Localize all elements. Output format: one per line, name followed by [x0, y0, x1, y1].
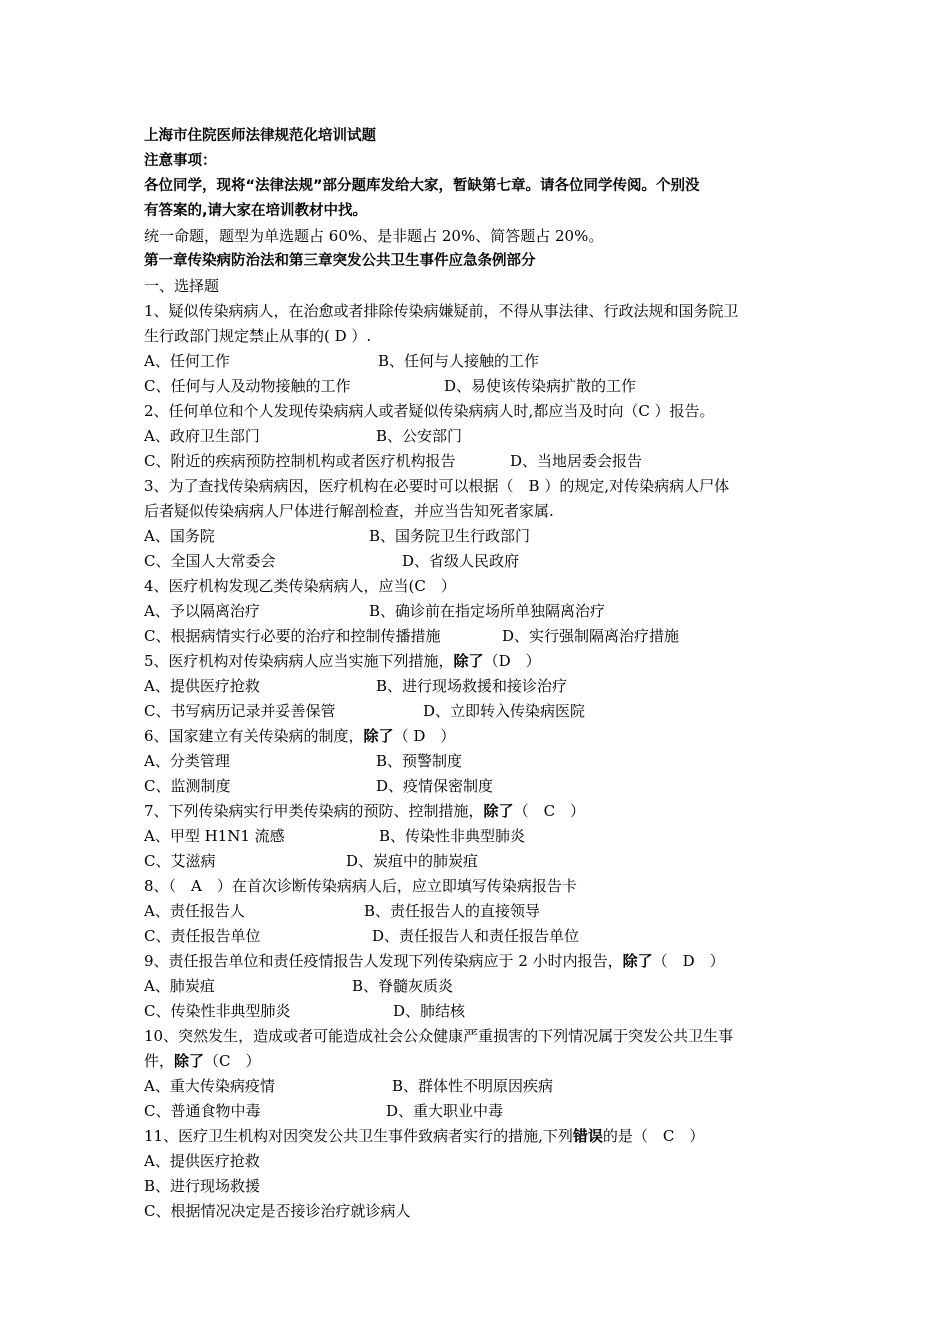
question-text-end: （ D ）: [393, 727, 456, 745]
option-d: D、实行强制隔离治疗措施: [502, 627, 680, 645]
question-text: 9、责任报告单位和责任疫情报告人发现下列传染病应于 2 小时内报告，: [144, 952, 623, 970]
option-row: [144, 999, 810, 1024]
document-page: [144, 124, 810, 1224]
emphasis-text: 错误: [572, 1127, 603, 1145]
emphasis-text: 除了: [453, 652, 484, 670]
question-text: 11、医疗卫生机构对因突发公共卫生事件致病者实行的措施,下列: [144, 1127, 573, 1145]
option-a: A、甲型 H1N1 流感: [144, 827, 285, 845]
option-a: A、重大传染病疫情: [144, 1077, 275, 1095]
emphasis-text: 除了: [363, 727, 394, 745]
option-b: B、国务院卫生行政部门: [369, 527, 531, 545]
option-row: [144, 774, 810, 799]
question-text: 2、任何单位和个人发现传染病病人或者疑似传染病病人时,都应当及时向（C ）报告。: [144, 402, 715, 420]
option-row: [144, 974, 810, 999]
option-row: [144, 549, 810, 574]
question-text: 件，: [144, 1052, 175, 1070]
option-a: A、肺炭疽: [144, 977, 215, 995]
question-text: 8、（ A ）在首次诊断传染病病人后，应立即填写传染病报告卡: [144, 877, 577, 895]
option-row: [144, 1099, 810, 1124]
question-stem: [144, 299, 810, 324]
option-a: A、分类管理: [144, 752, 230, 770]
option-row: [144, 524, 810, 549]
option-c: C、责任报告单位: [144, 927, 261, 945]
option-d: D、省级人民政府: [402, 552, 520, 570]
option-d: D、重大职业中毒: [386, 1102, 504, 1120]
question-stem: [144, 474, 810, 499]
format-note: 统一命题，题型为单选题占 60%、是非题占 20%、简答题占 20%。: [144, 227, 604, 245]
question-list: [144, 299, 810, 1224]
option-c: C、传染性非典型肺炎: [144, 1002, 291, 1020]
question-text: 7、下列传染病实行甲类传染病的预防、控制措施，: [144, 802, 484, 820]
option-c: C、根据情况决定是否接诊治疗就诊病人: [144, 1202, 411, 1220]
option-row: [144, 699, 810, 724]
emphasis-text: 除了: [174, 1052, 205, 1070]
option-d: D、易使该传染病扩散的工作: [444, 377, 637, 395]
option-c: C、普通食物中毒: [144, 1102, 261, 1120]
option-b: B、预警制度: [376, 752, 463, 770]
option-d: D、立即转入传染病医院: [423, 702, 586, 720]
option-c: C、艾滋病: [144, 852, 216, 870]
option-b: B、进行现场救援和接诊治疗: [376, 677, 568, 695]
option-c: C、监测制度: [144, 777, 231, 795]
option-c: C、任何与人及动物接触的工作: [144, 377, 351, 395]
option-a: A、责任报告人: [144, 902, 245, 920]
chapter-title: 第一章传染病防治法和第三章突发公共卫生事件应急条例部分: [144, 253, 536, 269]
question-stem: [144, 649, 810, 674]
option-b: B、群体性不明原因疾病: [392, 1077, 554, 1095]
question-stem-continued: [144, 499, 810, 524]
question-text: 后者疑似传染病病人尸体进行解剖检查，并应当告知死者家属.: [144, 502, 554, 520]
notice-line-2: 有答案的,请大家在培训教材中找。: [144, 203, 368, 219]
question-text: 6、国家建立有关传染病的制度，: [144, 727, 364, 745]
question-stem: [144, 1024, 810, 1049]
option-row: [144, 424, 810, 449]
question-text: 4、医疗机构发现乙类传染病病人，应当(C ）: [144, 577, 456, 595]
question-text: 5、医疗机构对传染病病人应当实施下列措施，: [144, 652, 454, 670]
option-row: [144, 674, 810, 699]
option-a: A、予以隔离治疗: [144, 602, 260, 620]
option-row: [144, 449, 810, 474]
question-text-end: （C ）: [204, 1052, 261, 1070]
option-row: [144, 349, 810, 374]
option-row: [144, 924, 810, 949]
option-a: A、政府卫生部门: [144, 427, 260, 445]
question-text: 1、疑似传染病病人，在治愈或者排除传染病嫌疑前，不得从事法律、行政法规和国务院卫: [144, 302, 739, 320]
question-stem: [144, 399, 810, 424]
question-text-end: （ D ）: [652, 952, 725, 970]
question-stem: [144, 874, 810, 899]
notice-heading: 注意事项：: [144, 153, 217, 169]
question-stem: [144, 1124, 810, 1149]
option-a: A、任何工作: [144, 352, 230, 370]
emphasis-text: 除了: [622, 952, 653, 970]
option-d: D、疫情保密制度: [376, 777, 494, 795]
section-heading: 一、选择题: [144, 277, 220, 295]
option-row: [144, 1074, 810, 1099]
option-d: D、肺结核: [393, 1002, 466, 1020]
document-title: 上海市住院医师法律规范化培训试题: [144, 128, 376, 144]
question-stem: [144, 799, 810, 824]
question-stem: [144, 949, 810, 974]
option-d: D、责任报告人和责任报告单位: [372, 927, 580, 945]
option-row: [144, 599, 810, 624]
option-b: B、任何与人接触的工作: [378, 352, 540, 370]
question-stem: [144, 724, 810, 749]
option-row: [144, 899, 810, 924]
question-text-end: 的是（ C ）: [602, 1127, 705, 1145]
question-text-end: （ C ）: [513, 802, 586, 820]
option-c: C、根据病情实行必要的治疗和控制传播措施: [144, 627, 441, 645]
question-text: 3、为了查找传染病病因，医疗机构在必要时可以根据（ B ）的规定,对传染病病人尸体: [144, 477, 730, 495]
option-row: [144, 624, 810, 649]
question-text: 生行政部门规定禁止从事的( D ）.: [144, 327, 372, 345]
question-stem-continued: [144, 324, 810, 349]
option-b: B、责任报告人的直接领导: [364, 902, 541, 920]
option-a: A、提供医疗抢救: [144, 677, 260, 695]
option-row: [144, 849, 810, 874]
option-c: C、全国人大常委会: [144, 552, 276, 570]
emphasis-text: 除了: [483, 802, 514, 820]
option-b: B、确诊前在指定场所单独隔离治疗: [369, 602, 606, 620]
option-b: B、进行现场救援: [144, 1177, 261, 1195]
option-a: A、提供医疗抢救: [144, 1152, 260, 1170]
question-text: 10、突然发生，造成或者可能造成社会公众健康严重损害的下列情况属于突发公共卫生事: [144, 1027, 734, 1045]
option-d: D、当地居委会报告: [510, 452, 643, 470]
option-b: B、公安部门: [376, 427, 463, 445]
option-c: C、书写病历记录并妥善保管: [144, 702, 336, 720]
option-row: [144, 824, 810, 849]
option-d: D、炭疽中的肺炭疽: [346, 852, 479, 870]
option-b: B、传染性非典型肺炎: [379, 827, 526, 845]
option-a: A、国务院: [144, 527, 215, 545]
question-stem-continued: [144, 1049, 810, 1074]
option-c: C、附近的疾病预防控制机构或者医疗机构报告: [144, 452, 456, 470]
option-row: [144, 749, 810, 774]
question-text-end: （D ）: [483, 652, 541, 670]
notice-line-1: 各位同学，现将“法律法规”部分题库发给大家，暂缺第七章。请各位同学传阅。个别没: [144, 178, 700, 194]
question-stem: [144, 574, 810, 599]
option-b: B、脊髓灰质炎: [352, 977, 454, 995]
option-row: [144, 374, 810, 399]
